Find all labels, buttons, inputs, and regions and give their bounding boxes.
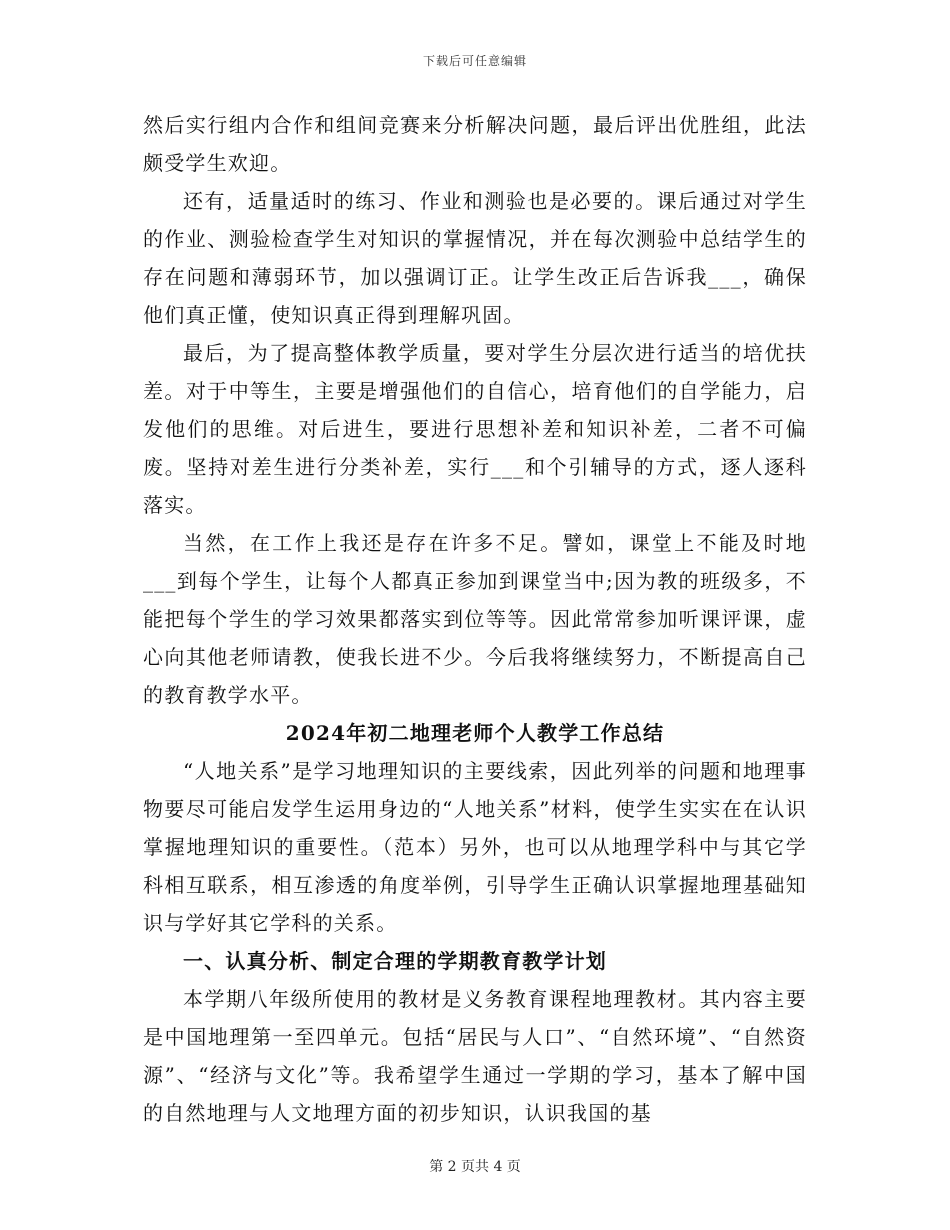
paragraph-tiered-teaching: 最后，为了提高整体教学质量，要对学生分层次进行适当的培优扶差。对于中等生，主要是增强他们的自信心，培育他们的自学能力，启发他们的思维。对后进生，要进行思想补差和知识补差，二者不可偏废。坚持对差生进行分类补差，实行___和个引辅导的方式，逐人逐科落实。 bbox=[143, 341, 807, 517]
paragraph-practice-homework: 还有，适量适时的练习、作业和测验也是必要的。课后通过对学生的作业、测验检查学生对知识的掌握情况，并在每次测验中总结学生的存在问题和薄弱环节，加以强调订正。让学生改正后告诉我___，确保他们真正懂，使知识真正得到理解巩固。 bbox=[143, 189, 807, 327]
page-footer: 第 2 页共 4 页 bbox=[429, 1159, 521, 1175]
paragraph-textbook: 本学期八年级所使用的教材是义务教育课程地理教材。其内容主要是中国地理第一至四单元。包括“居民与人口”、“自然环境”、“自然资源”、“经济与文化”等。我希望学生通过一学期的学习，基本了解中国的自然地理与人文地理方面的初步知识，认识我国的基 bbox=[143, 987, 807, 1125]
paragraph-human-land-relation: “人地关系”是学习地理知识的主要线索，因此列举的问题和地理事物要尽可能启发学生运用身边的“人地关系”材料，使学生实实在在认识掌握地理知识的重要性。（范本）另外，也可以从地理学科中与其它学科相互联系，相互渗透的角度举例，引导学生正确认识掌握地理基础知识与学好其它学科的关系。 bbox=[143, 759, 807, 935]
document-body bbox=[143, 106, 807, 1132]
paragraph-shortcomings: 当然，在工作上我还是存在许多不足。譬如，课堂上不能及时地___到每个学生，让每个人都真正参加到课堂当中;因为教的班级多，不能把每个学生的学习效果都落实到位等等。因此常常参加听课评课，虚心向其他老师请教，使我长进不少。今后我将继续努力，不断提高自己的教育教学水平。 bbox=[143, 531, 807, 707]
page-header: 下载后可任意编辑 bbox=[422, 54, 527, 68]
section-heading-plan: 一、认真分析、制定合理的学期教育教学计划 bbox=[183, 949, 607, 973]
document-title: 2024年初二地理老师个人教学工作总结 bbox=[285, 721, 665, 745]
paragraph-continuation: 然后实行组内合作和组间竞赛来分析解决问题，最后评出优胜组，此法颇受学生欢迎。 bbox=[143, 113, 807, 175]
